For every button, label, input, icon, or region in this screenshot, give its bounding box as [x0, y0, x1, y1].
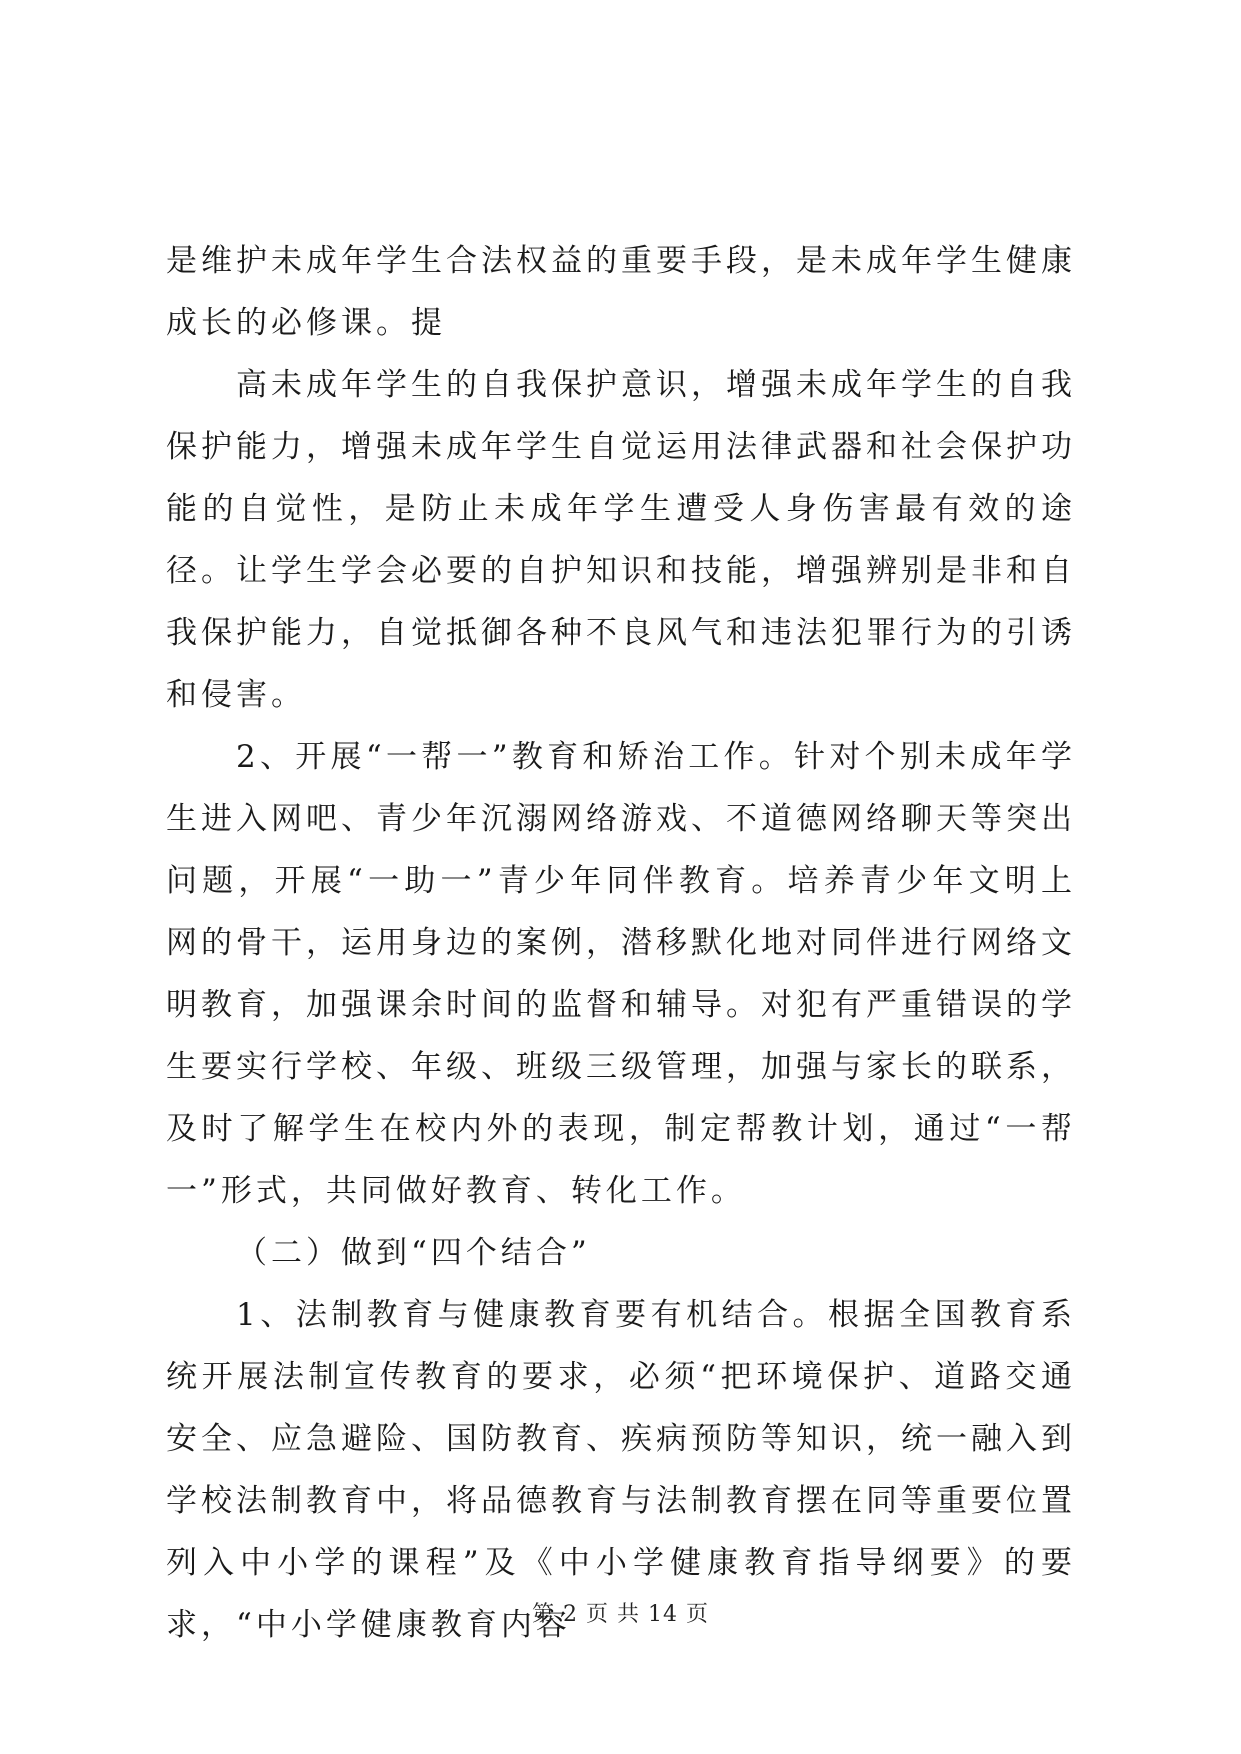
page-number-footer: 第 2 页 共 14 页	[532, 1602, 709, 1627]
section-heading-four-combinations: （二）做到“四个结合”	[236, 1235, 591, 1271]
paragraph-self-protection: 高未成年学生的自我保护意识，增强未成年学生的自我保护能力，增强未成年学生自觉运用法律武器和社会保护功能的自觉性，是防止未成年学生遭受人身伤害最有效的途径。让学生学会必要的自护知识和技能，增强辨别是非和自我保护能力，自觉抵御各种不良风气和违法犯罪行为的引诱和侵害。	[166, 367, 1076, 713]
paragraph-one-help-one: 2、开展“一帮一”教育和矫治工作。针对个别未成年学生进入网吧、青少年沉溺网络游戏、不道德网络聊天等突出问题，开展“一助一”青少年同伴教育。培养青少年文明上网的骨干，运用身边的案例，潜移默化地对同伴进行网络文明教育，加强课余时间的监督和辅导。对犯有严重错误的学生要实行学校、年级、班级三级管理，加强与家长的联系，及时了解学生在校内外的表现，制定帮教计划，通过“一帮一”形式，共同做好教育、转化工作。	[166, 739, 1076, 1209]
document-body	[166, 230, 1076, 1656]
paragraph-continuation: 是维护未成年学生合法权益的重要手段，是未成年学生健康成长的必修课。提	[166, 243, 1076, 341]
paragraph-legal-health-education: 1、法制教育与健康教育要有机结合。根据全国教育系统开展法制宣传教育的要求，必须“把环境保护、道路交通安全、应急避险、国防教育、疾病预防等知识，统一融入到学校法制教育中，将品德教育与法制教育摆在同等重要位置列入中小学的课程”及《中小学健康教育指导纲要》的要求，“中小学健康教育内容	[166, 1297, 1076, 1643]
